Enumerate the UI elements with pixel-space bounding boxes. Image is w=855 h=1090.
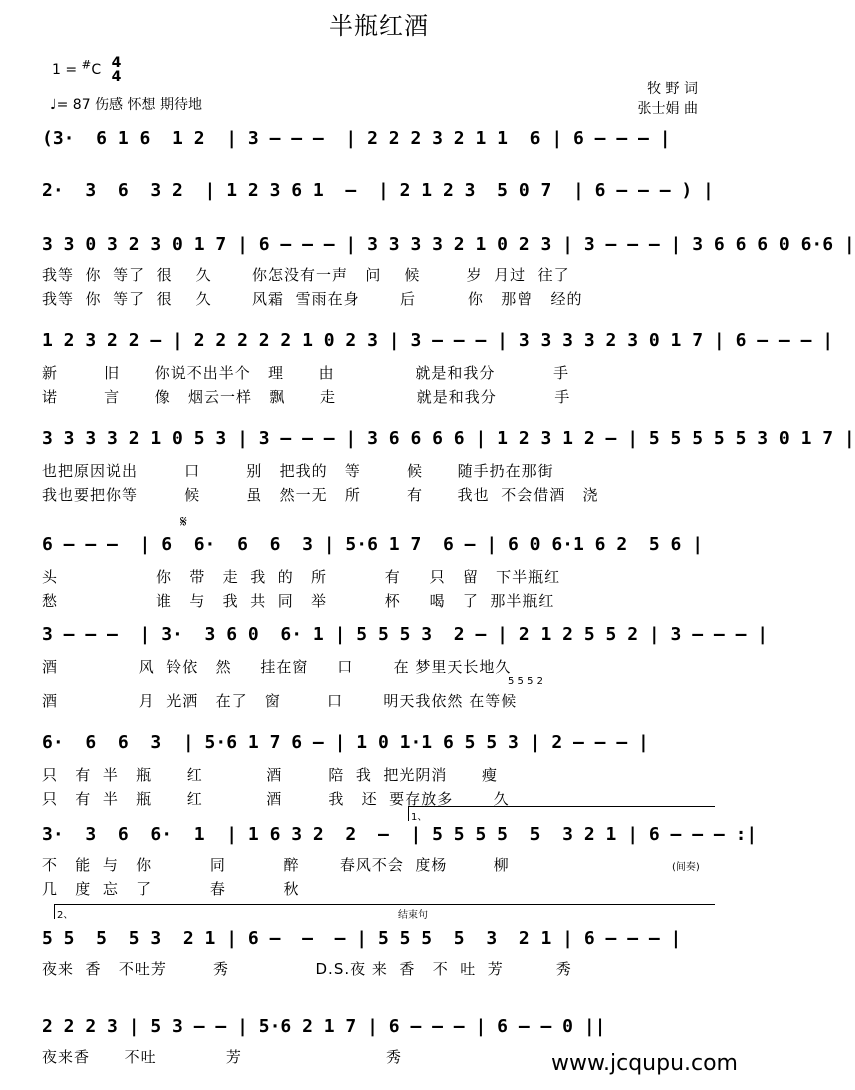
page-title: 半瓶红酒 — [329, 12, 429, 40]
lyric-line: 酒 风 铃依 然 挂在窗 口 在 梦里天长地久 — [42, 658, 512, 676]
notation-row-5: 3 3 3 3 2 1 0 5 3 | 3 – – – | 3 6 6 6 6 | 1 2 3 1 2 – | 5 5 5 5 5 3 0 1 7 | — [42, 428, 855, 449]
second-ending-label: 2、 — [57, 910, 74, 921]
tempo-marking: ♩= 87 伤感 怀想 期待地 — [50, 97, 202, 113]
notation-row-3: 3 3 0 3 2 3 0 1 7 | 6 – – – | 3 3 3 3 2 1 0 2 3 | 3 – – – | 3 6 6 6 0 6·6 | — [42, 234, 855, 255]
time-bottom: 4 — [111, 69, 122, 85]
lyric-line: 也把原因说出 口 别 把我的 等 候 随手扔在那街 — [42, 462, 554, 480]
time-top: 4 — [111, 55, 122, 71]
first-ending-label: 1、 — [411, 812, 428, 823]
interlude-mark: (间奏) — [672, 862, 700, 873]
notation-row-7: 3 – – – | 3· 3 6 0 6· 1 | 5 5 5 3 2 – | 2 1 2 5 5 2 | 3 – – – | — [42, 624, 769, 645]
notation-row-10: 5 5 5 5 3 2 1 | 6 – – – | 5 5 5 5 3 2 1 | 6 – – – | — [42, 928, 682, 949]
notation-row-11: 2 2 2 3 | 5 3 – – | 5·6 2 1 7 | 6 – – – | 6 – – 0 || — [42, 1016, 606, 1037]
watermark: www.jcqupu.com — [551, 1051, 738, 1076]
key-prefix: 1 = — [52, 62, 82, 78]
lyric-line: 诺 言 像 烟云一样 飘 走 就是和我分 手 — [42, 388, 571, 406]
segno-sign: 𝄋 — [180, 512, 187, 531]
notation-row-9: 3· 3 6 6· 1 | 1 6 3 2 2 – | 5 5 5 5 5 3 2 1 | 6 – – – :| — [42, 824, 758, 845]
key-signature — [52, 56, 121, 84]
lyric-line: 我等 你 等了 很 久 你怎没有一声 问 候 岁 月过 往了 — [42, 266, 570, 284]
lyric-line: 头 你 带 走 我 的 所 有 只 留 下半瓶红 — [42, 568, 561, 586]
notation-row-6: 6 – – – | 6 6· 6 6 3 | 5·6 1 7 6 – | 6 0 6·1 6 2 5 6 | — [42, 534, 704, 555]
lyric-line: 几 度 忘 了 春 秋 — [42, 880, 300, 898]
key-note: C — [91, 62, 102, 78]
second-ending-bracket — [54, 904, 715, 919]
lyric-line: 只 有 半 瓶 红 酒 陪 我 把光阴消 瘦 — [42, 766, 499, 784]
lyric-line: 不 能 与 你 同 醉 春风不会 度杨 柳 — [42, 856, 510, 874]
lyric-line: 新 旧 你说不出半个 理 由 就是和我分 手 — [42, 364, 570, 382]
lyric-line: 我等 你 等了 很 久 风霜 雪雨在身 后 你 那曾 经的 — [42, 290, 583, 308]
notation-row-2: 2· 3 6 3 2 | 1 2 3 6 1 – | 2 1 2 3 5 0 7 | 6 – – – ) | — [42, 180, 714, 201]
notation-row-1: (3· 6 1 6 1 2 | 3 – – – | 2 2 2 3 2 1 1 6 | 6 – – – | — [42, 128, 671, 149]
lyric-line: 夜来 香 不吐芳 秀 D.S.夜 来 香 不 吐 芳 秀 — [42, 960, 572, 978]
time-signature — [112, 56, 122, 84]
notation-row-4: 1 2 3 2 2 – | 2 2 2 2 2 1 0 2 3 | 3 – – – | 3 3 3 3 2 3 0 1 7 | 6 – – – | — [42, 330, 834, 351]
lyric-line: 我也要把你等 候 虽 然一无 所 有 我也 不会借酒 浇 — [42, 486, 599, 504]
alternate-notes: 5 5 5 2 — [508, 676, 543, 687]
notation-row-8: 6· 6 6 3 | 5·6 1 7 6 – | 1 0 1·1 6 5 5 3 | 2 – – – | — [42, 732, 649, 753]
composer-credit: 张士娟 曲 — [637, 101, 698, 117]
sharp-sign: # — [81, 57, 92, 72]
lyric-line: 愁 谁 与 我 共 同 举 杯 喝 了 那半瓶红 — [42, 592, 555, 610]
lyric-line: 夜来香 不吐 芳 秀 — [42, 1048, 403, 1066]
lyric-line: 只 有 半 瓶 红 酒 我 还 要存放多 久 — [42, 790, 510, 808]
lyric-line: 酒 月 光洒 在了 窗 口 明天我依然 在等候 — [42, 692, 518, 710]
ending-phrase-label: 结束句 — [398, 910, 428, 921]
lyricist-credit: 牧 野 词 — [647, 81, 698, 97]
